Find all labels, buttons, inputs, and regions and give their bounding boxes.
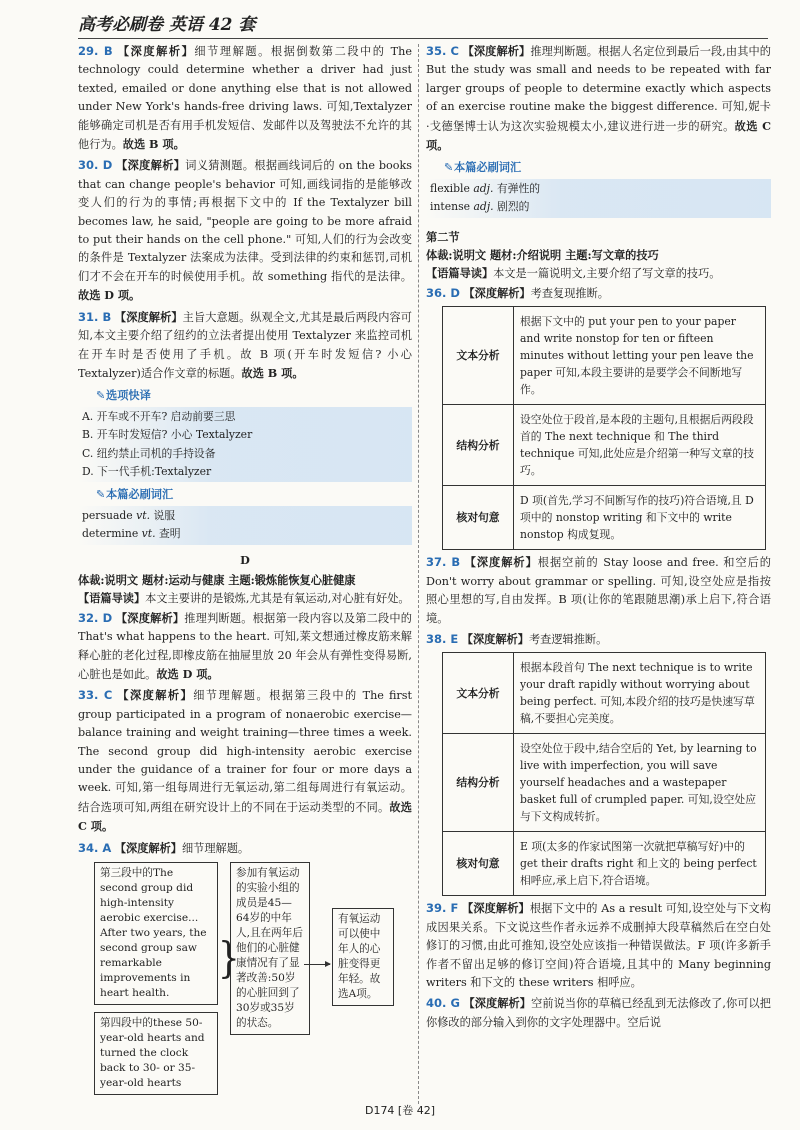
answer-39: 39. F 【深度解析】根据下文中的 As a result 可知,设空处与下文构成因果关系。下文说这些作者永远养不成删掉大段草稿然后在空白处修订的习惯,由此可推知,设空处应该指一种错误做法。F 项(许多新手作者不留出足够的修订空间)符合语境,且其中的 Many beginning writers 和下文的 these writers 相呼应。 — [426, 901, 771, 989]
pen-icon: ✎ — [444, 161, 454, 175]
analysis-table-38 — [442, 652, 766, 896]
column-divider — [418, 44, 419, 1104]
table-row: 结构分析 设空处位于段中,结合空后的 Yet, by learning to live with imperfection, you will save yourself headaches and a wastepaper basket full of crumpled paper. 可知,设空处应与下文构成转折。 — [443, 734, 766, 832]
table-row: 文本分析 根据本段首句 The next technique is to write your draft rapidly without worrying about being perfect. 可知,本段介绍的技巧是快速写草稿,不要担心完美度。 — [443, 653, 766, 734]
table-row: 文本分析 根据下文中的 put your pen to your paper and write nonstop for ten or fifteen minutes without letting your pen leave the paper 可知,本段主要讲的是要学会不间断地写作。 — [443, 307, 766, 405]
vocab-list — [426, 179, 771, 218]
analysis-table-36 — [442, 306, 766, 550]
diagram-evidence-box-2: 第四段中的these 50-year-old hearts and turned the clock back to 30- or 35-year-old hearts — [94, 1012, 218, 1095]
pen-icon: ✎ — [96, 488, 106, 502]
answer-37: 37. B 【深度解析】根据空前的 Stay loose and free. 和空后的 Don't worry about grammar or spelling. 可知,设空处应是指按照心里想的写,自由发挥。B 项(让你的笔跟随思潮)承上启下,符合语境。 — [426, 555, 771, 625]
section-2-title: 第二节 — [426, 229, 460, 244]
genre-line: 体裁:说明文 题材:运动与健康 主题:锻炼能恢复心脏健康 — [78, 572, 356, 587]
option-item: B. 开车时发短信? 小心 Textalyzer — [82, 428, 253, 442]
answer-40: 40. G 【深度解析】空前说当你的草稿已经乱到无法修改了,你可以把你修改的部分输入到你的文字处理器中。空后说 — [426, 996, 771, 1029]
answer-35: 35. C 【深度解析】推理判断题。根据人名定位到最后一段,由其中的 But the study was small and needs to be repeated with far larger groups of people to determine exactly which aspects of an exercise routine make the biggest difference. 可知,妮卡·戈德堡博士认为这次实验规模太小,建议进行进一步的研究。故选 C 项。 — [426, 44, 771, 153]
vocab-item: intense adj. 剧烈的 — [430, 200, 530, 214]
page-header-title: 高考必刷卷 英语 42 套 — [78, 15, 256, 35]
diagram-evidence-box-1: 第三段中的The second group did high-intensity aerobic exercise... After two years, the second group saw remarkable improvements in heart health. — [94, 862, 218, 1005]
table-row: 核对句意 D 项(首先,学习不间断写作的技巧)符合语境,且 D 项中的 nonstop writing 和下文中的 write nonstop 构成复现。 — [443, 486, 766, 550]
pen-icon: ✎ — [96, 389, 106, 403]
options-heading: ✎选项快译 — [78, 387, 412, 405]
genre-line: 体裁:说明文 题材:介绍说明 主题:写文章的技巧 — [426, 248, 659, 263]
vocab-item: determine vt. 查明 — [82, 527, 181, 541]
answer-38: 38. E 【深度解析】考查逻辑推断。 — [426, 631, 608, 646]
vocab-item: flexible adj. 有弹性的 — [430, 181, 541, 195]
answer-36: 36. D 【深度解析】考查复现推断。 — [426, 285, 609, 300]
table-row: 核对句意 E 项(太多的作家试图第一次就把草稿写好)中的 get their drafts right 和上文的 being perfect 相呼应,承上启下,符合语境。 — [443, 832, 766, 896]
page-footer: D174 [卷 42] — [364, 1104, 436, 1117]
header-rule — [78, 38, 768, 39]
guide-line: 【语篇导读】本文是一篇说明文,主要介绍了写文章的技巧。 — [426, 266, 721, 281]
vocab-heading: ✎本篇必刷词汇 — [426, 159, 771, 177]
vocab-list — [78, 506, 412, 545]
vocab-heading: ✎本篇必刷词汇 — [78, 486, 412, 504]
answer-29: 29. B 【深度解析】细节理解题。根据倒数第二段中的 The technology could determine whether a driver had just texted, emailed or done anything else that is not allowed under New York's hands-free driving laws. 可知,Textalyzer 能够确定司机是否有用手机发短信、发邮件以及驾驶法不允许的其他行为。故选 B 项。 — [78, 44, 412, 152]
answer-30: 30. D 【深度解析】词义猜测题。根据画线词后的 on the books that can change people's behavior 可知,画线词指的是能够改变人们的行为的事情;再根据下文中的 If the Textalyzer bill becomes law, he said, "people are going to be more afraid to put their hands on the cell phone." 可知,人们的行为会改变的条件是 Textalyzer 法案成为法律。受到法律的约束和惩罚,司机们才不会在开车的时候使用手机。故 something 指代的是法律。故选 D 项。 — [78, 158, 412, 303]
option-item: C. 纽约禁止司机的手持设备 — [82, 446, 216, 460]
options-list — [78, 407, 412, 483]
right-column — [426, 42, 771, 1034]
option-item: D. 下一代手机:Textalyzer — [82, 464, 212, 478]
table-row: 结构分析 设空处位于段首,是本段的主题句,且根据后两段段首的 The next technique 和 The third technique 可知,此处应是介绍第一种写文章的技巧。 — [443, 405, 766, 486]
diagram-arrow — [304, 964, 330, 965]
answer-32: 32. D 【深度解析】推理判断题。根据第一段内容以及第二段中的 That's what happens to the heart. 可知,莱文想通过橡皮筋来解释心脏的老化过程,即橡皮筋在抽屉里放 20 年会从有弹性变得易断,心脏也是如此。故选 D 项。 — [78, 610, 412, 681]
diagram-inference-box: 参加有氧运动的实验小组的成员是45—64岁的中年人,且在两年后他们的心脏健康情况有了显著改善:50岁的心脏回到了30岁或35岁的状态。 — [230, 862, 310, 1035]
guide-line: 【语篇导读】本文主要讲的是锻炼,尤其是有氧运动,对心脏有好处。 — [78, 591, 410, 606]
answer-31: 31. B 【深度解析】主旨大意题。纵观全文,尤其是最后两段内容可知,本文主要介绍了纽约的立法者提出使用 Textalyzer 来监控司机在开车时是否使用了手机。故 B 项(开车时发短信? 小心 Textalyzer)适合作文章的标题。故选 B 项。 — [78, 309, 412, 380]
answer-33: 33. C 【深度解析】细节理解题。根据第三段中的 The first group participated in a program of nonaerobic exercise—balance training and weight training—three times a week. The second group did high-intensity aerobic exercise under the guidance of a trainer for four or more days a week. 可知,第一组每周进行无氧运动,第二组每周进行有氧运动。结合选项可知,两组在研究设计上的不同在于运动类型的不同。故选 C 项。 — [78, 688, 412, 834]
reasoning-diagram — [78, 860, 412, 1090]
diagram-conclusion-box: 有氧运动可以使中年人的心脏变得更年轻。故选A项。 — [332, 908, 394, 1006]
section-d-title: D — [240, 552, 250, 567]
answer-34: 34. A 【深度解析】细节理解题。 — [78, 840, 250, 855]
diagram-brace: } — [218, 933, 240, 984]
left-column — [78, 42, 412, 1090]
option-item: A. 开车或不开车? 启动前要三思 — [82, 409, 236, 423]
vocab-item: persuade vt. 说服 — [82, 508, 176, 522]
